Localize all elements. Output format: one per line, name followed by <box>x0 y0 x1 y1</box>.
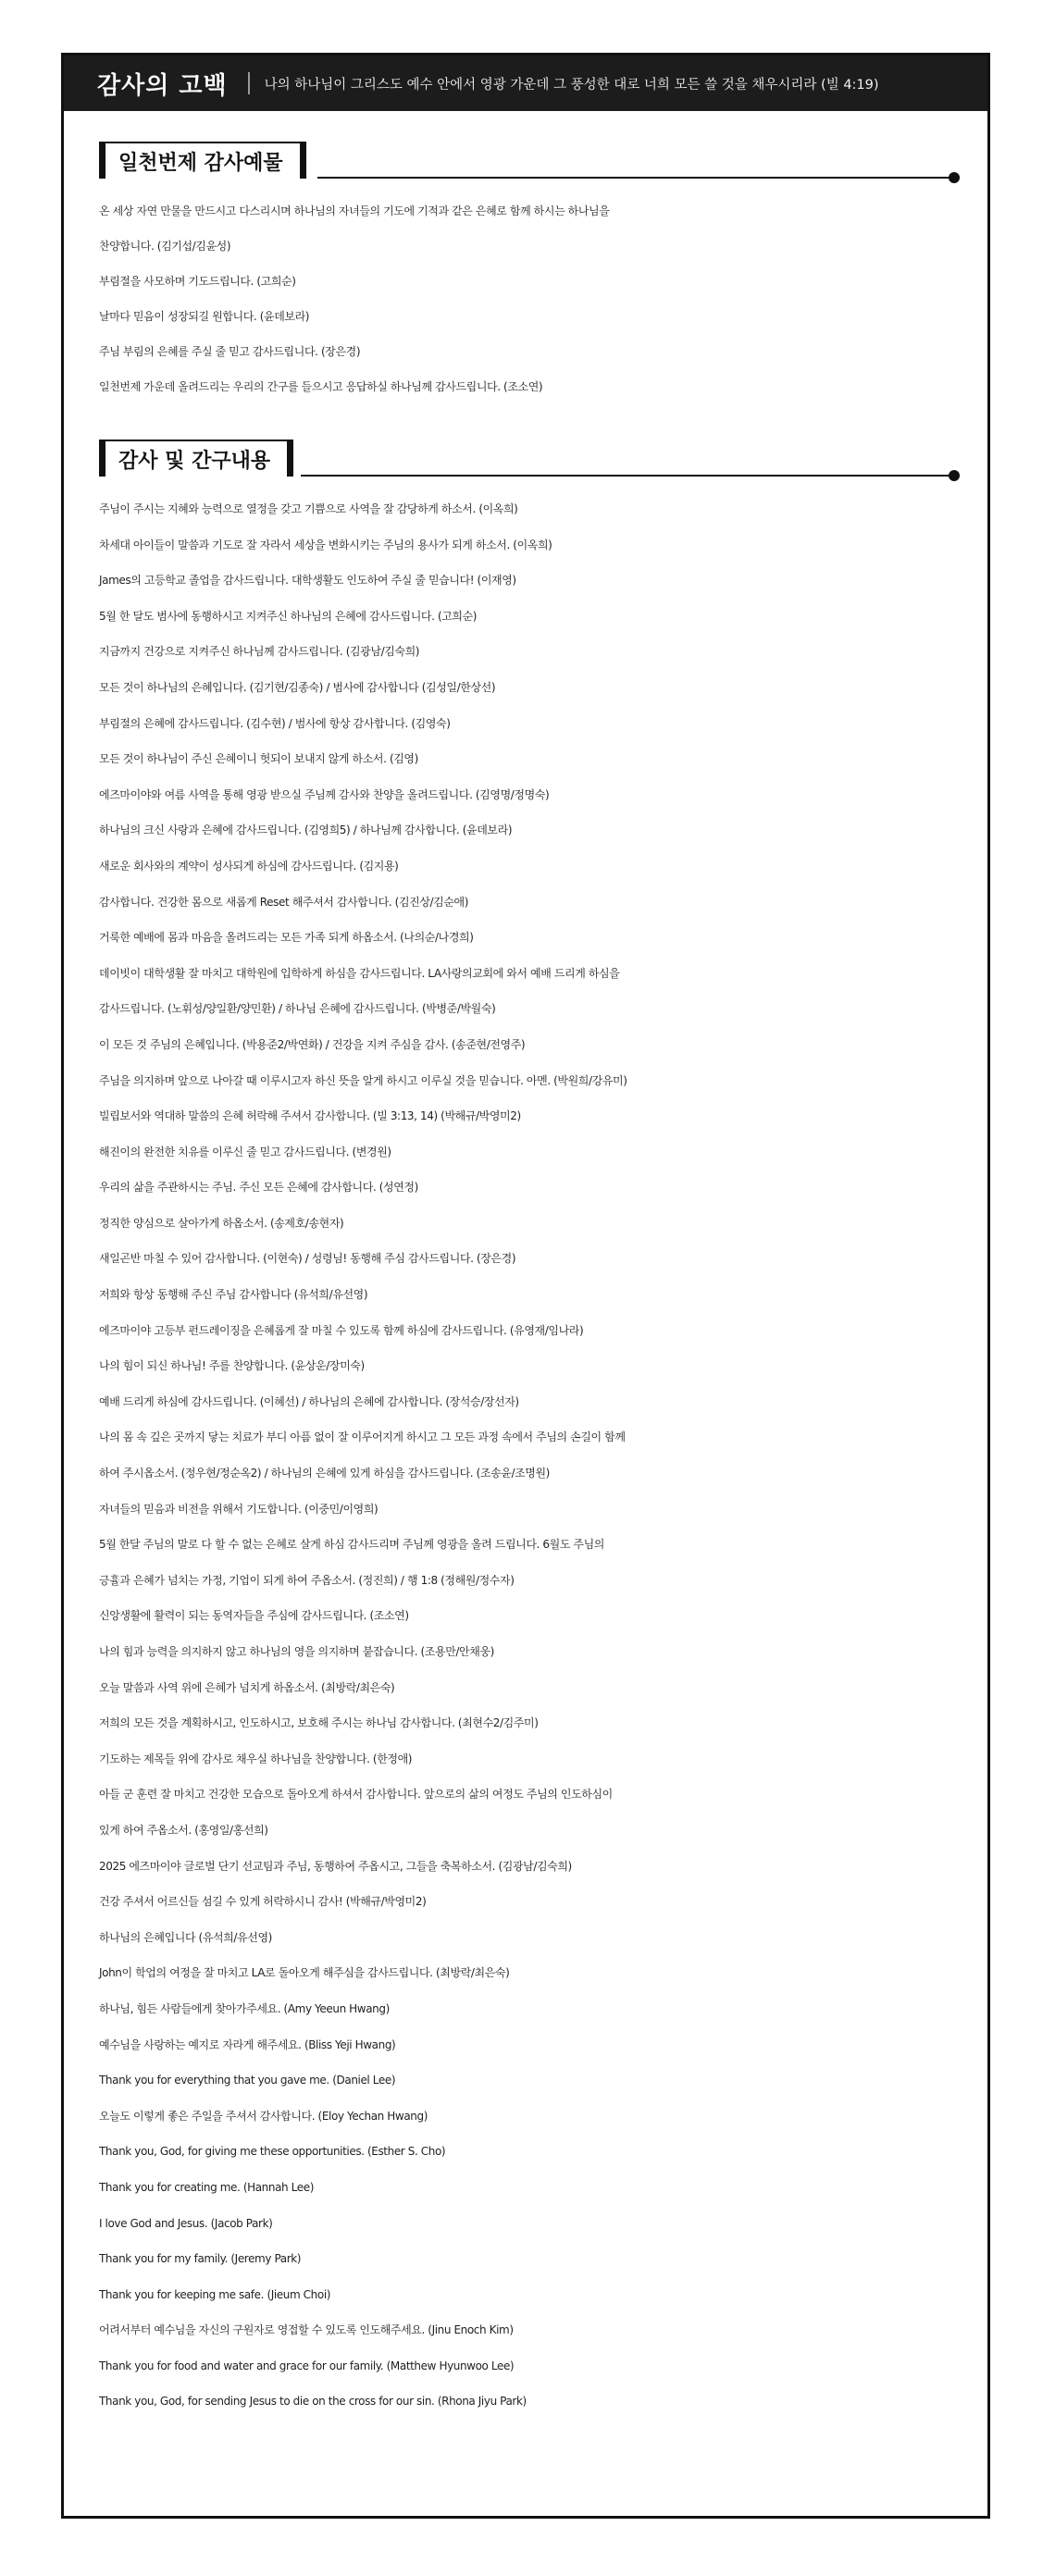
list-item: Thank you for everything that you gave me. (Daniel Lee) <box>99 2074 396 2087</box>
list-item: 오늘 말씀과 사역 위에 은혜가 넘치게 하옵소서. (최방락/최은숙) <box>99 1680 395 1694</box>
list-item: 어려서부터 예수님을 자신의 구원자로 영접할 수 있도록 인도해주세요. (Jinu Enoch Kim) <box>99 2323 514 2337</box>
list-item: 하여 주시옵소서. (정우현/정순옥2) / 하나님의 은혜에 있게 하심을 감사드립니다. (조송윤/조명원) <box>99 1467 550 1480</box>
section-bar <box>99 440 106 477</box>
list-item: 찬양합니다. (김기섭/김윤성) <box>99 240 231 253</box>
list-item: Thank you, God, for sending Jesus to die on the cross for our sin. (Rhona Jiyu Park) <box>99 2395 527 2409</box>
list-item: 긍휼과 은혜가 넘치는 가정, 기업이 되게 하여 주옵소서. (정진희) / 행 1:8 (정해원/정수자) <box>99 1573 515 1587</box>
banner-title: 감사의 고백 <box>97 71 228 100</box>
list-item: 에즈마이야와 여름 사역을 통해 영광 받으실 주님께 감사와 찬양을 올려드립니다. (김영명/정명숙) <box>99 787 550 801</box>
section-rule <box>317 177 952 179</box>
section-title: 감사 및 간구내용 <box>118 449 271 473</box>
list-item: 신앙생활에 활력이 되는 동역자들을 주심에 감사드립니다. (조소연) <box>99 1609 409 1623</box>
list-item: 일천번제 가운데 올려드리는 우리의 간구를 들으시고 응답하실 하나님께 감사드립니다. (조소연) <box>99 380 543 393</box>
list-item: John이 학업의 여정을 잘 마치고 LA로 돌아오게 해주심을 감사드립니다. (최방락/최은숙) <box>99 1966 510 1980</box>
list-item: 나의 힘과 능력을 의지하지 않고 하나님의 영을 의지하며 붙잡습니다. (조용만/안채웅) <box>99 1645 494 1658</box>
banner-divider <box>248 72 250 94</box>
list-item: 날마다 믿음이 성장되길 원합니다. (윤데보라) <box>99 310 310 323</box>
list-item: James의 고등학교 졸업을 감사드립니다. 대학생활도 인도하여 주실 줄 믿습니다! (이재영) <box>99 574 516 588</box>
list-item: 모든 것이 하나님이 주신 은혜이니 헛되이 보내지 않게 하소서. (김영) <box>99 752 418 766</box>
list-item: 온 세상 자연 만물을 만드시고 다스리시며 하나님의 자녀들의 기도에 기적과 같은 은혜로 함께 하시는 하나님을 <box>99 204 610 217</box>
list-item: 건강 주셔서 어르신들 섬길 수 있게 허락하시니 감사! (박해규/박영미2) <box>99 1895 427 1909</box>
list-item: 해진이의 완전한 치유를 이루신 줄 믿고 감사드립니다. (변경원) <box>99 1145 391 1158</box>
list-item: 나의 힘이 되신 하나님! 주를 찬양합니다. (윤상운/장미숙) <box>99 1359 365 1373</box>
section-dot <box>949 172 960 183</box>
banner-verse: 나의 하나님이 그리스도 예수 안에서 영광 가운데 그 풍성한 대로 너희 모든 쓸 것을 채우시리라 (빌 4:19) <box>264 77 879 93</box>
header-banner <box>64 56 987 111</box>
list-item: 데이빗이 대학생활 잘 마치고 대학원에 입학하게 하심을 감사드립니다. LA사랑의교회에 와서 예배 드리게 하심을 <box>99 966 620 980</box>
list-item: Thank you, God, for giving me these opportunities. (Esther S. Cho) <box>99 2145 446 2159</box>
thanks-list <box>99 491 969 2420</box>
list-item: 아들 군 훈련 잘 마치고 건강한 모습으로 돌아오게 하셔서 감사합니다. 앞으로의 삶의 여정도 주님의 인도하심이 <box>99 1788 613 1802</box>
list-item: 5월 한달 주님의 말로 다 할 수 없는 은혜로 살게 하심 감사드리며 주님께 영광을 올려 드립니다. 6월도 주님의 <box>99 1538 604 1552</box>
section-heading-offering <box>99 142 960 179</box>
list-item: Thank you for my family. (Jeremy Park) <box>99 2252 302 2266</box>
list-item: 주님을 의지하며 앞으로 나아갈 때 이루시고자 하신 뜻을 알게 하시고 이루실 것을 믿습니다. 아멘. (박원희/강유미) <box>99 1073 627 1087</box>
list-item: 있게 하여 주옵소서. (홍영일/홍선희) <box>99 1823 268 1837</box>
list-item: 감사합니다. 건강한 몸으로 새롭게 Reset 해주셔서 감사합니다. (김진상/김순애) <box>99 895 469 909</box>
list-item: 예수님을 사랑하는 예지로 자라게 해주세요. (Bliss Yeji Hwang) <box>99 2037 396 2051</box>
list-item: 에즈마이야 고등부 펀드레이징을 은혜롭게 잘 마칠 수 있도록 함께 하심에 감사드립니다. (유영재/임나라) <box>99 1323 584 1337</box>
list-item: 주님 부림의 은혜를 주실 줄 믿고 감사드립니다. (장은경) <box>99 345 361 358</box>
section-dot <box>949 470 960 481</box>
list-item: I love God and Jesus. (Jacob Park) <box>99 2216 273 2230</box>
list-item: 정직한 양심으로 살아가게 하옵소서. (송제호/송현자) <box>99 1216 344 1230</box>
list-item: 모든 것이 하나님의 은혜입니다. (김기현/김종숙) / 범사에 감사합니다 (김성일/한상선) <box>99 680 496 694</box>
list-item: 거룩한 예배에 몸과 마음을 올려드리는 모든 가족 되게 하옵소서. (나의순/나경희) <box>99 931 474 945</box>
list-item: Thank you for keeping me safe. (Jieum Choi) <box>99 2287 331 2301</box>
list-item: 부림절의 은혜에 감사드립니다. (김수현) / 범사에 항상 감사합니다. (김영숙) <box>99 716 451 730</box>
list-item: 나의 몸 속 깊은 곳까지 닿는 치료가 부디 아픔 없이 잘 이루어지게 하시고 그 모든 과정 속에서 주님의 손길이 함께 <box>99 1430 626 1444</box>
list-item: 오늘도 이렇게 좋은 주일을 주셔서 감사합니다. (Eloy Yechan Hwang) <box>99 2109 428 2123</box>
list-item: 부림절을 사모하며 기도드립니다. (고희순) <box>99 275 296 288</box>
list-item: 하나님, 힘든 사람들에게 찾아가주세요. (Amy Yeeun Hwang) <box>99 2001 390 2015</box>
list-item: 2025 에즈마이야 글로벌 단기 선교팀과 주님, 동행하여 주옵시고, 그들을 축복하소서. (김광남/김숙희) <box>99 1859 572 1873</box>
list-item: 지금까지 건강으로 지켜주신 하나님께 감사드립니다. (김광남/김숙희) <box>99 645 420 659</box>
list-item: 새일곤반 마칠 수 있어 감사합니다. (이현숙) / 성령님! 동행해 주심 감사드립니다. (장은경) <box>99 1252 516 1266</box>
section-heading-thanks <box>99 440 960 477</box>
section-rule <box>301 475 952 477</box>
list-item: Thank you for creating me. (Hannah Lee) <box>99 2180 314 2194</box>
section-title-box <box>106 142 306 179</box>
list-item: 차세대 아이들이 말씀과 기도로 잘 자라서 세상을 변화시키는 주님의 용사가 되게 하소서. (이옥희) <box>99 538 552 551</box>
offering-list <box>99 193 969 404</box>
list-item: 하나님의 크신 사랑과 은혜에 감사드립니다. (김영희5) / 하나님께 감사합니다. (윤데보라) <box>99 824 513 837</box>
list-item: 저희와 항상 동행해 주신 주님 감사합니다 (유석희/유선영) <box>99 1288 368 1302</box>
list-item: 새로운 회사와의 계약이 성사되게 하심에 감사드립니다. (김지용) <box>99 859 399 873</box>
page-frame <box>61 53 990 2519</box>
list-item: 5월 한 달도 범사에 동행하시고 지켜주신 하나님의 은혜에 감사드립니다. (고희순) <box>99 609 478 623</box>
list-item: 빌립보서와 역대하 말씀의 은혜 허락해 주셔서 감사합니다. (빌 3:13, 14) (박해규/박영미2) <box>99 1109 521 1123</box>
list-item: 기도하는 제목들 위에 감사로 채우실 하나님을 찬양합니다. (한정애) <box>99 1752 413 1765</box>
list-item: 하나님의 은혜입니다 (유석희/유선영) <box>99 1930 272 1944</box>
list-item: 자녀들의 믿음과 비전을 위해서 기도합니다. (이중민/이영희) <box>99 1502 379 1516</box>
section-title: 일천번제 감사예물 <box>118 151 283 175</box>
list-item: 감사드립니다. (노휘성/양일환/양민환) / 하나님 은혜에 감사드립니다. (박병준/박월숙) <box>99 1002 496 1016</box>
list-item: 저희의 모든 것을 계획하시고, 인도하시고, 보호해 주시는 하나님 감사합니다. (최현수2/김주미) <box>99 1716 539 1730</box>
list-item: Thank you for food and water and grace for our family. (Matthew Hyunwoo Lee) <box>99 2359 515 2372</box>
section-title-box <box>106 440 293 477</box>
list-item: 우리의 삶을 주관하시는 주님. 주신 모든 은혜에 감사합니다. (성연정) <box>99 1181 418 1195</box>
list-item: 주님이 주시는 지혜와 능력으로 열정을 갖고 기쁨으로 사역을 잘 감당하게 하소서. (이옥희) <box>99 502 518 515</box>
list-item: 이 모든 것 주님의 은혜입니다. (박용준2/박연화) / 건강을 지켜 주심을 감사. (송준현/전영주) <box>99 1037 526 1051</box>
section-bar <box>99 142 106 179</box>
list-item: 예배 드리게 하심에 감사드립니다. (이혜선) / 하나님의 은혜에 감사합니다. (장석승/장선자) <box>99 1394 519 1408</box>
